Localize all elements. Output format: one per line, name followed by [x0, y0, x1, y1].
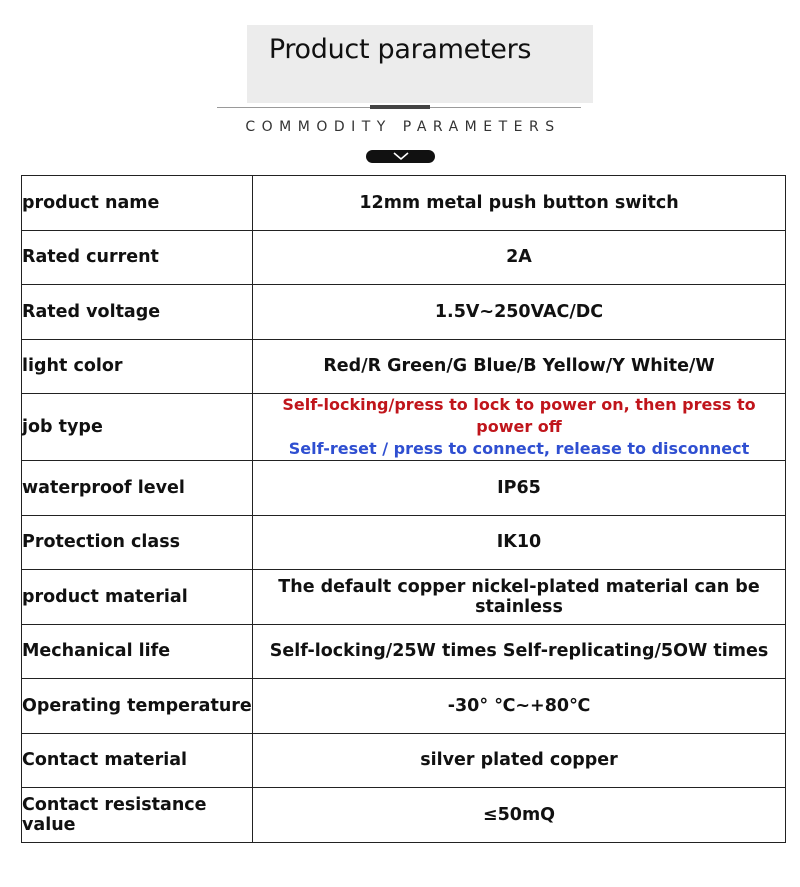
- param-value: 1.5V~250VAC/DC: [253, 285, 786, 340]
- title-divider-accent: [370, 105, 430, 109]
- chevron-down-icon: [392, 152, 410, 161]
- param-value: IK10: [253, 515, 786, 570]
- param-label: Mechanical life: [22, 624, 253, 679]
- table-row: [22, 788, 786, 843]
- param-label: Operating temperature: [22, 679, 253, 734]
- parameters-table: [21, 175, 786, 843]
- job-type-self-reset: Self-reset / press to connect, release to disconnect: [288, 439, 750, 458]
- param-label: Protection class: [22, 515, 253, 570]
- param-value: Red/R Green/G Blue/B Yellow/Y White/W: [253, 339, 786, 394]
- table-row: [22, 515, 786, 570]
- table-row: [22, 230, 786, 285]
- param-label: job type: [22, 394, 253, 461]
- param-label: Contact resistance value: [22, 788, 253, 843]
- param-label: product name: [22, 176, 253, 231]
- param-label: Contact material: [22, 733, 253, 788]
- param-label: Rated voltage: [22, 285, 253, 340]
- job-type-self-locking: Self-locking/press to lock to power on, then press to power off: [282, 395, 756, 436]
- param-label: product material: [22, 570, 253, 625]
- param-value: The default copper nickel-plated material can be stainless: [253, 570, 786, 625]
- param-value: -30° ℃~+80℃: [253, 679, 786, 734]
- page-subtitle: COMMODITY PARAMETERS: [245, 119, 561, 135]
- page-title: Product parameters: [268, 34, 532, 65]
- param-value: Self-locking/25W times Self-replicating/5OW times: [253, 624, 786, 679]
- table-row: [22, 176, 786, 231]
- param-label: waterproof level: [22, 461, 253, 516]
- table-row: [22, 461, 786, 516]
- table-row: [22, 679, 786, 734]
- param-value: 2A: [253, 230, 786, 285]
- param-value-job-type: [253, 394, 786, 461]
- param-label: Rated current: [22, 230, 253, 285]
- table-row: [22, 285, 786, 340]
- table-row: [22, 339, 786, 394]
- table-row: [22, 624, 786, 679]
- param-value: silver plated copper: [253, 733, 786, 788]
- table-row: [22, 394, 786, 461]
- param-value: IP65: [253, 461, 786, 516]
- scroll-down-pill: [366, 150, 435, 163]
- param-label: light color: [22, 339, 253, 394]
- table-row: [22, 733, 786, 788]
- table-row: [22, 570, 786, 625]
- param-value: 12mm metal push button switch: [253, 176, 786, 231]
- param-value: ≤50mQ: [253, 788, 786, 843]
